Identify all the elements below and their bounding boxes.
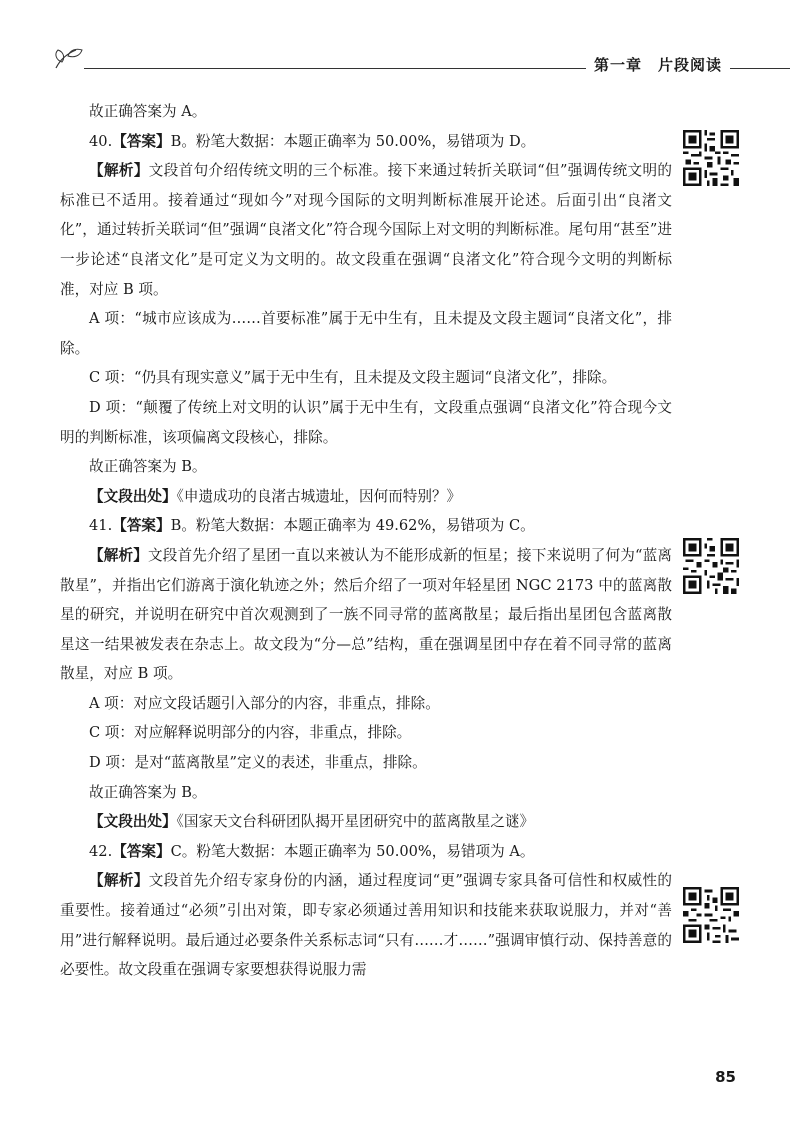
q41-conclusion: 故正确答案为 B。 <box>89 783 207 801</box>
analysis-label: 【解析】 <box>89 546 149 564</box>
q40-source-text: 《申遗成功的良渚古城遗址，因何而特别？》 <box>176 487 462 505</box>
answer-label: 【答案】 <box>112 842 171 860</box>
q40-option-c: C 项：“仍具有现实意义”属于无中生有，且未提及文段主题词“良渚文化”，排除。 <box>89 369 617 387</box>
q40-source <box>60 482 672 512</box>
q40-option-d: D 项：“颠覆了传统上对文明的认识”属于无中生有，文段重点强调“良渚文化”符合现今文明的判断标准，该项偏离文段核心，排除。 <box>60 398 672 446</box>
q41-answer <box>60 511 672 541</box>
source-label: 【文段出处】 <box>89 813 177 831</box>
q41-analysis-text: 文段首先介绍了星团一直以来被认为不能形成新的恒星；接下来说明了何为“蓝离散星”，并指出它们游离于演化轨迹之外；然后介绍了一项对年轻星团 NGC 2173 中的蓝离散星的研究，并说明在研究中首次观测到了一族不同寻常的蓝离散星；最后指出星团包含蓝离散星这一结果被发表在杂志上。故文段为“分—总”结构，重在强调星团中存在着不同寻常的蓝离散星，对应 B 项。 <box>60 546 672 683</box>
q40-option-a: A 项：“城市应该成为……首要标准”属于无中生有，且未提及文段主题词“良渚文化”，排除。 <box>60 310 672 357</box>
answer-label: 【答案】 <box>112 517 171 535</box>
page-header <box>52 40 790 80</box>
q41-option-a: A 项：对应文段话题引入部分的内容，非重点，排除。 <box>89 694 440 712</box>
qr-code-icon <box>683 130 739 186</box>
q40-answer-text: B。粉笔大数据：本题正确率为 50.00%，易错项为 D。 <box>170 132 536 150</box>
q42-analysis <box>60 866 672 984</box>
q41-source <box>60 807 672 837</box>
answer-label: 【答案】 <box>112 132 171 150</box>
q41-option-d: D 项：是对“蓝离散星”定义的表述，非重点，排除。 <box>89 754 427 772</box>
q42-answer <box>60 837 672 867</box>
leaf-ornament-icon <box>52 46 86 72</box>
q41-option-c: C 项：对应解释说明部分的内容，非重点，排除。 <box>89 724 412 742</box>
q41-analysis <box>60 541 672 689</box>
q40-conclusion: 故正确答案为 B。 <box>89 458 207 476</box>
q42-analysis-text: 文段首先介绍专家身份的内涵，通过程度词“更”强调专家具备可信性和权威性的重要性。接着通过“必须”引出对策，即专家必须通过善用知识和技能来获取说服力，并对“善用”进行解释说明。最后通过必要条件关系标志词“只有……才……”强调审慎行动、保持善意的必要性。故文段重在强调专家要想获得说服力需 <box>60 872 672 979</box>
q42-answer-text: C。粉笔大数据：本题正确率为 50.00%，易错项为 A。 <box>170 842 535 860</box>
q40-analysis-text: 文段首句介绍传统文明的三个标准。接下来通过转折关联词“但”强调传统文明的标准已不适用。接着通过“现如今”对现今国际的文明判断标准展开论述。后面引出“良渚文化”，通过转折关联词“但”强调“良渚文化”符合现今国际上对文明的判断标准。尾句用“甚至”进一步论述“良渚文化”是可定义为文明的。故文段重在强调“良渚文化”符合现今文明的判断标准，对应 B 项。 <box>60 162 672 298</box>
q41-answer-text: B。粉笔大数据：本题正确率为 49.62%，易错项为 C。 <box>170 517 535 535</box>
q40-answer <box>60 127 672 157</box>
q40-number: 40. <box>89 132 113 150</box>
qr-code-icon <box>683 887 739 943</box>
q39-conclusion: 故正确答案为 A。 <box>89 103 207 120</box>
chapter-title: 第一章 片段阅读 <box>586 54 730 75</box>
analysis-label: 【解析】 <box>89 872 149 890</box>
q41-number: 41. <box>89 517 113 535</box>
answer-explanations <box>60 97 672 985</box>
q40-analysis <box>60 156 672 304</box>
page-number: 85 <box>715 1068 736 1086</box>
source-label: 【文段出处】 <box>89 487 177 505</box>
q42-number: 42. <box>89 842 113 860</box>
q41-source-text: 《国家天文台科研团队揭开星团研究中的蓝离散星之谜》 <box>176 813 535 831</box>
analysis-label: 【解析】 <box>89 162 149 180</box>
qr-code-icon <box>683 538 739 594</box>
